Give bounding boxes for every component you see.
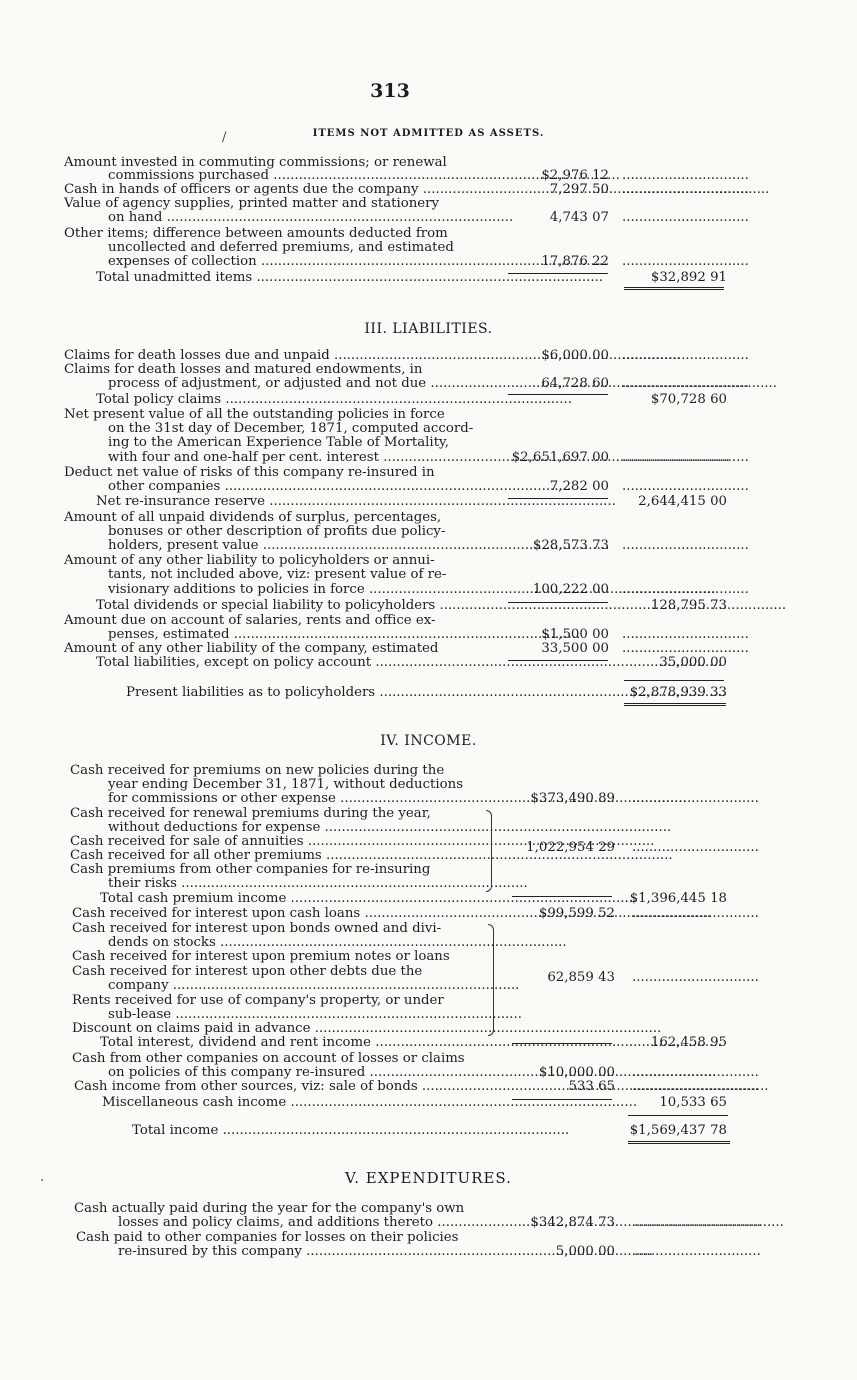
row-total: $32,892 91 bbox=[650, 270, 727, 285]
row-amount: 17,876 22 bbox=[541, 254, 609, 269]
row-amount: 62,859 43 bbox=[547, 970, 615, 985]
row-amount: $342,874 73 bbox=[530, 1215, 615, 1230]
row-label: Cash premiums from other companies for re-insuring bbox=[70, 862, 431, 877]
leader-dots: .............................. bbox=[634, 1244, 761, 1259]
row-amount: $2,651,697 00 bbox=[511, 450, 609, 465]
row-label: Cash received for interest upon premium notes or loans bbox=[72, 949, 450, 964]
row-label: Net present value of all the outstanding policies in force bbox=[64, 407, 445, 422]
row-label: Present liabilities as to policyholders ..... bbox=[126, 687, 604, 699]
row-amount: 5,000 00 bbox=[555, 1244, 615, 1259]
total-rule bbox=[624, 703, 726, 706]
row-label: Amount due on account of salaries, rents and office ex- bbox=[64, 613, 436, 628]
row-total: 162,458 95 bbox=[650, 1035, 727, 1050]
row-label: Cash actually paid during the year for the company's own bbox=[74, 1201, 465, 1216]
row-label: with four and one-half per cent. interest ..... bbox=[108, 452, 540, 464]
row-label: Discount on claims paid in advance ..... bbox=[72, 1023, 482, 1035]
row-amount: 533 65 bbox=[568, 1079, 615, 1094]
row-label: Total liabilities, except on policy account ..... bbox=[96, 657, 528, 669]
leader-dots: .............................. bbox=[632, 1065, 759, 1080]
leader-dots: .............................. bbox=[622, 582, 749, 597]
leader-dots: .............................. bbox=[632, 906, 759, 921]
row-label: Cash from other companies on account of losses or claims bbox=[72, 1051, 465, 1066]
row-label: penses, estimated ..... bbox=[108, 629, 540, 641]
row-label: Cash received for interest upon other debts due the bbox=[72, 964, 423, 979]
row-amount: 100,222 00 bbox=[532, 582, 609, 597]
row-label: Miscellaneous cash income ..... bbox=[102, 1097, 534, 1109]
row-label: other companies ..... bbox=[108, 481, 540, 493]
row-label: for commissions or other expense ..... bbox=[108, 793, 540, 805]
row-label: process of adjustment, or adjusted and not due ..... bbox=[108, 378, 540, 390]
stray-mark: . bbox=[40, 1170, 45, 1185]
row-amount: $28,573 73 bbox=[532, 538, 609, 553]
row-label: Cash received for renewal premiums during the year, bbox=[70, 806, 431, 821]
expenditures-heading: V. EXPENDITURES. bbox=[345, 1169, 512, 1187]
leader-dots: .............................. bbox=[632, 970, 759, 985]
row-label: Total cash premium income ..... bbox=[100, 893, 532, 905]
row-amount: $6,000 00 bbox=[541, 348, 609, 363]
row-amount: $99,599 52 bbox=[538, 906, 615, 921]
row-total: $1,569,437 78 bbox=[629, 1123, 727, 1138]
row-amount: $373,490 89 bbox=[530, 791, 615, 806]
row-total: $70,728 60 bbox=[650, 392, 727, 407]
row-amount: 7,282 00 bbox=[549, 479, 609, 494]
row-label: year ending December 31, 1871, without deductions bbox=[108, 777, 464, 792]
total-rule bbox=[624, 287, 724, 290]
leader-dots: .............................. bbox=[622, 182, 749, 197]
row-label: ing to the American Experience Table of Mortality, bbox=[108, 435, 450, 450]
row-label: Total income ..... bbox=[132, 1125, 610, 1137]
row-label: on hand ..... bbox=[108, 212, 540, 224]
row-label: on policies of this company re-insured ..... bbox=[108, 1067, 484, 1079]
row-total: 128,795 73 bbox=[650, 598, 727, 613]
leader-dots: .............................. bbox=[632, 791, 759, 806]
row-label: expenses of collection ..... bbox=[108, 256, 540, 268]
leader-dots: .............................. bbox=[622, 210, 749, 225]
row-label: losses and policy claims, and additions thereto ..... bbox=[118, 1217, 492, 1229]
row-amount: $10,000 00 bbox=[538, 1065, 615, 1080]
subtotal-rule bbox=[624, 680, 724, 681]
row-label: Cash received for all other premiums ..... bbox=[70, 850, 480, 862]
row-label: bonuses or other description of profits due policy- bbox=[108, 524, 446, 539]
leader-dots: .............................. bbox=[622, 627, 749, 642]
liabilities-heading: III. LIABILITIES. bbox=[364, 321, 493, 337]
leader-dots: .............................. bbox=[622, 254, 749, 269]
row-label: commissions purchased ..... bbox=[108, 170, 540, 182]
row-amount: $2,976 12 bbox=[541, 168, 609, 183]
leader-dots: .............................. bbox=[622, 479, 749, 494]
row-label: Other items; difference between amounts deducted from bbox=[64, 226, 448, 241]
stray-mark: / bbox=[222, 130, 227, 145]
row-total: $1,396,445 18 bbox=[629, 891, 727, 906]
not-admitted-heading: ITEMS NOT ADMITTED AS ASSETS. bbox=[312, 128, 545, 139]
row-label: Cash paid to other companies for losses on their policies bbox=[76, 1230, 459, 1245]
row-label: Rents received for use of company's property, or under bbox=[72, 993, 444, 1008]
row-label: sub-lease ..... bbox=[108, 1009, 480, 1021]
row-total: 10,533 65 bbox=[659, 1095, 727, 1110]
leader-dots: .............................. bbox=[622, 450, 749, 465]
subtotal-rule bbox=[628, 1115, 728, 1116]
leader-dots: .............................. bbox=[632, 840, 759, 855]
row-label: Total interest, dividend and rent income ..... bbox=[100, 1037, 532, 1049]
row-label: dends on stocks ..... bbox=[108, 937, 480, 949]
row-amount: 1,022,954 29 bbox=[526, 840, 615, 855]
row-label: Total policy claims ..... bbox=[96, 394, 528, 406]
row-label: Deduct net value of risks of this company re-insured in bbox=[64, 465, 435, 480]
row-label: their risks ..... bbox=[108, 878, 478, 890]
row-label: Amount of any other liability to policyholders or annui- bbox=[64, 553, 435, 568]
row-label: Cash received for premiums on new policies during the bbox=[70, 763, 445, 778]
row-label: Cash in hands of officers or agents due the company ..... bbox=[64, 184, 496, 196]
row-label: Cash received for interest upon bonds owned and divi- bbox=[72, 921, 442, 936]
leader-dots: .............................. bbox=[622, 348, 749, 363]
leader-dots: .............................. bbox=[622, 641, 749, 656]
row-amount: 4,743 07 bbox=[549, 210, 609, 225]
row-amount: $1,500 00 bbox=[541, 627, 609, 642]
row-total: $2,878,939 33 bbox=[629, 685, 727, 700]
total-rule bbox=[628, 1141, 730, 1144]
income-heading: IV. INCOME. bbox=[380, 733, 477, 749]
brace-bracket bbox=[488, 924, 494, 1036]
row-label: uncollected and deferred premiums, and estimated bbox=[108, 240, 454, 255]
row-amount: 33,500 00 bbox=[541, 641, 609, 656]
row-label: Amount invested in commuting commissions; or renewal bbox=[64, 155, 447, 170]
row-label: Cash received for sale of annuities ..... bbox=[70, 836, 480, 848]
row-label: Claims for death losses due and unpaid ..... bbox=[64, 350, 496, 362]
leader-dots: .............................. bbox=[622, 168, 749, 183]
row-label: visionary additions to policies in force ..... bbox=[108, 584, 540, 596]
brace-bracket bbox=[486, 810, 492, 892]
leader-dots: .............................. bbox=[634, 1215, 761, 1230]
row-label: without deductions for expense ..... bbox=[108, 822, 488, 834]
leader-dots: .............................. bbox=[632, 1079, 759, 1094]
row-label: company ..... bbox=[108, 980, 480, 992]
page-number: 313 bbox=[370, 80, 410, 102]
row-label: Total unadmitted items ..... bbox=[96, 272, 528, 284]
row-label: Net re-insurance reserve ..... bbox=[96, 496, 528, 508]
row-label: Cash income from other sources, viz: sale of bonds ..... bbox=[74, 1081, 506, 1093]
row-label: re-insured by this company ..... bbox=[118, 1246, 494, 1258]
leader-dots: .............................. bbox=[622, 376, 749, 391]
row-label: Amount of all unpaid dividends of surplus, percentages, bbox=[64, 510, 442, 525]
row-label: on the 31st day of December, 1871, computed accord- bbox=[108, 421, 474, 436]
row-total: 2,644,415 00 bbox=[638, 494, 727, 509]
row-label: Claims for death losses and matured endowments, in bbox=[64, 362, 423, 377]
row-label: Total dividends or special liability to policyholders ..... bbox=[96, 600, 528, 612]
row-amount: 64,728 60 bbox=[541, 376, 609, 391]
row-total: 35,000 00 bbox=[659, 655, 727, 670]
leader-dots: .............................. bbox=[622, 538, 749, 553]
row-label: Amount of any other liability of the company, estimated bbox=[64, 641, 439, 656]
row-amount: 7,297 50 bbox=[549, 182, 609, 197]
row-label: tants, not included above, viz: present value of re- bbox=[108, 567, 447, 582]
row-label: Value of agency supplies, printed matter and stationery bbox=[64, 196, 440, 211]
row-label: Cash received for interest upon cash loans ..... bbox=[72, 908, 504, 920]
row-label: holders, present value ..... bbox=[108, 540, 540, 552]
